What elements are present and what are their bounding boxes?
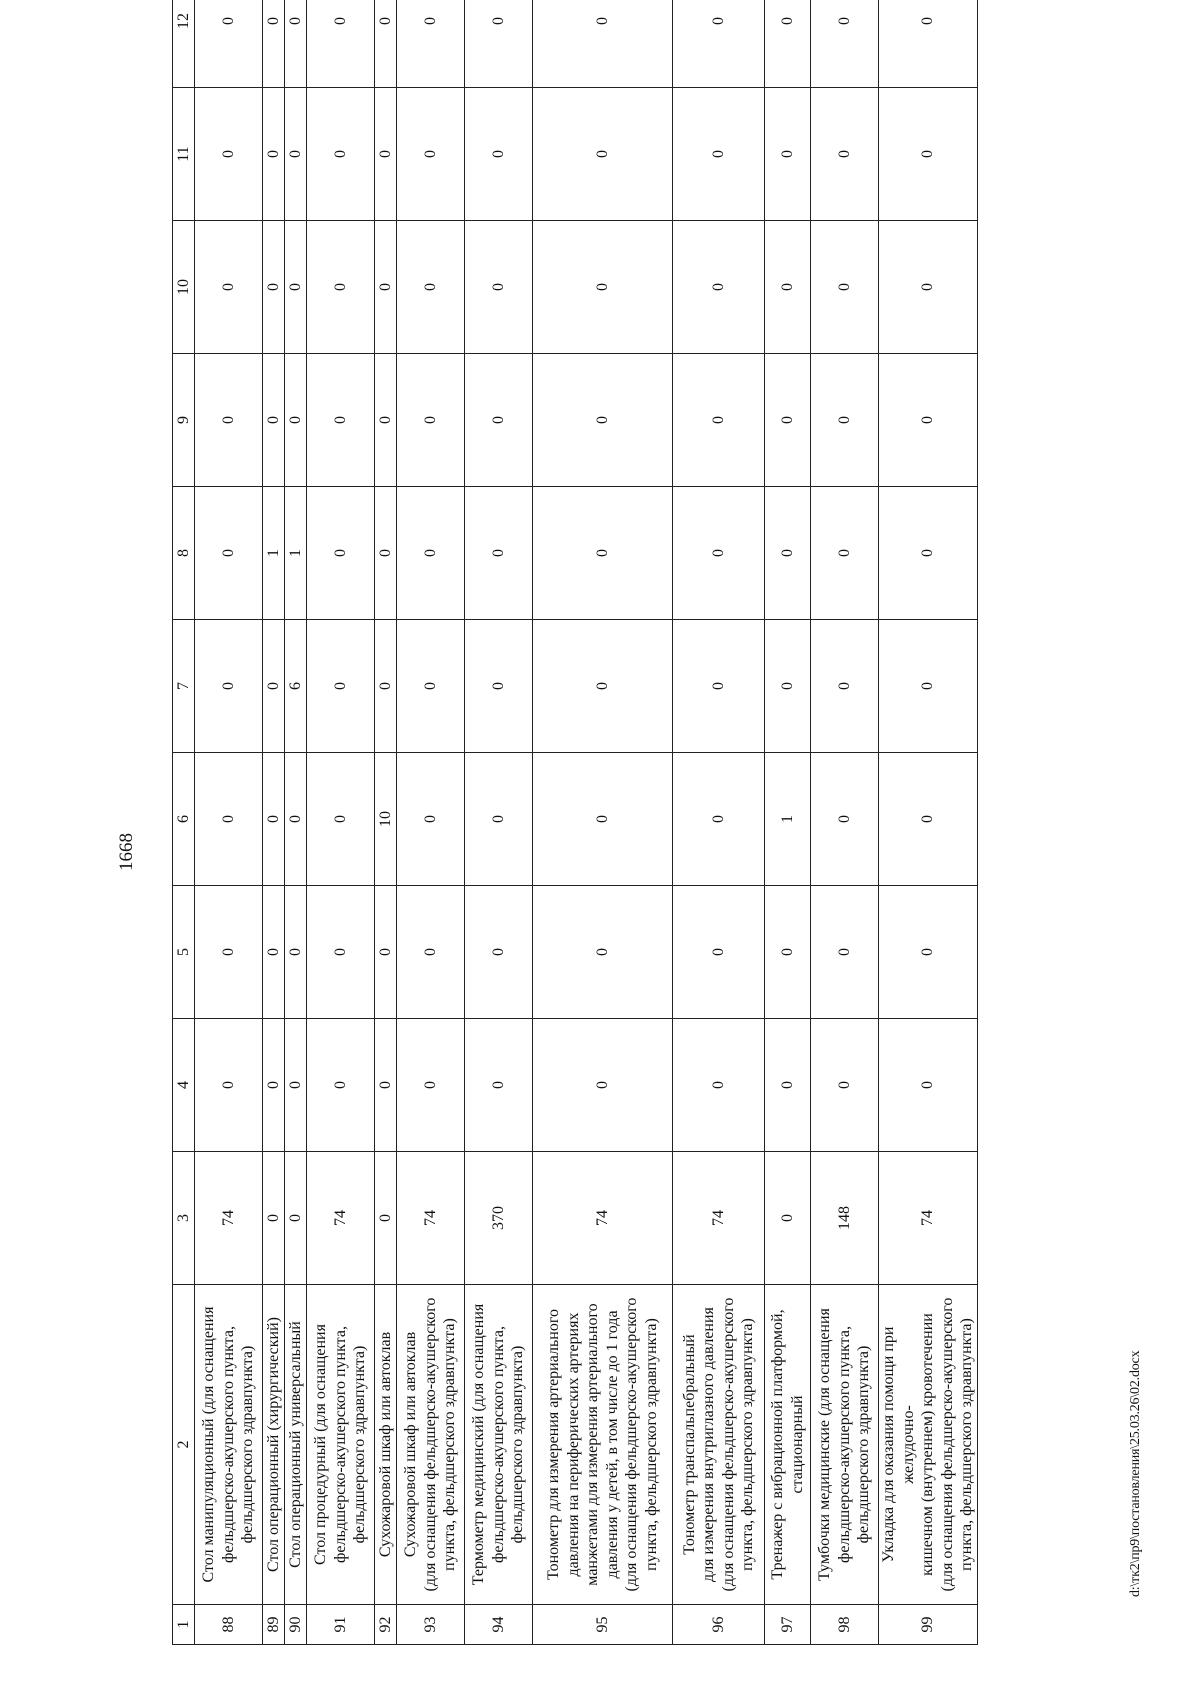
value-cell: 0: [263, 886, 285, 1019]
value-cell: 0: [375, 487, 397, 620]
value-cell: 0: [673, 620, 765, 753]
value-cell: 0: [285, 1019, 307, 1152]
value-cell: 0: [811, 88, 879, 221]
value-cell: 0: [195, 1019, 263, 1152]
value-cell: 0: [673, 221, 765, 354]
value-cell: 0: [673, 1019, 765, 1152]
value-cell: 0: [397, 88, 465, 221]
value-cell: 0: [533, 620, 673, 753]
value-cell: 0: [263, 354, 285, 487]
value-cell: 0: [811, 0, 879, 88]
value-cell: 0: [765, 620, 811, 753]
value-cell: 0: [811, 354, 879, 487]
value-cell: 10: [375, 753, 397, 886]
item-name-cell: Сухожаровой шкаф или автоклав (для оснащения фельдшерско-акушерского пункта, фельдшерского здравпункта): [397, 1285, 465, 1605]
value-cell: 0: [397, 487, 465, 620]
value-cell: 0: [765, 354, 811, 487]
value-cell: 0: [397, 620, 465, 753]
value-cell: 0: [465, 886, 533, 1019]
value-cell: 0: [307, 886, 375, 1019]
value-cell: 0: [263, 620, 285, 753]
value-cell: 0: [263, 221, 285, 354]
value-cell: 0: [879, 1019, 978, 1152]
value-cell: 0: [533, 88, 673, 221]
value-cell: 0: [673, 354, 765, 487]
table-row: [263, 0, 285, 1645]
value-cell: 0: [533, 0, 673, 88]
table-header-row: [173, 0, 195, 1645]
value-cell: 0: [375, 0, 397, 88]
value-cell: 74: [307, 1152, 375, 1285]
value-cell: 0: [811, 221, 879, 354]
value-cell: 0: [397, 886, 465, 1019]
value-cell: 0: [673, 886, 765, 1019]
value-cell: 0: [285, 221, 307, 354]
row-number-cell: 95: [533, 1605, 673, 1645]
value-cell: 0: [263, 0, 285, 88]
header-cell: 6: [173, 753, 195, 886]
value-cell: 0: [263, 1019, 285, 1152]
header-cell: 4: [173, 1019, 195, 1152]
value-cell: 0: [673, 487, 765, 620]
table-row: [879, 0, 978, 1645]
row-number-cell: 91: [307, 1605, 375, 1645]
value-cell: 0: [465, 88, 533, 221]
equipment-table-body: [173, 0, 978, 1645]
value-cell: 0: [465, 1019, 533, 1152]
value-cell: 0: [765, 1152, 811, 1285]
value-cell: 0: [765, 1019, 811, 1152]
value-cell: 0: [397, 1019, 465, 1152]
header-cell: 12: [173, 0, 195, 88]
value-cell: 0: [465, 620, 533, 753]
value-cell: 0: [879, 620, 978, 753]
value-cell: 0: [195, 0, 263, 88]
value-cell: 0: [375, 221, 397, 354]
item-name-cell: Тумбочки медицинские (для оснащения фельдшерско-акушерского пункта, фельдшерского здравпункта): [811, 1285, 879, 1605]
row-number-cell: 89: [263, 1605, 285, 1645]
value-cell: 0: [263, 753, 285, 886]
header-cell: 5: [173, 886, 195, 1019]
row-number-cell: 99: [879, 1605, 978, 1645]
row-number-cell: 97: [765, 1605, 811, 1645]
table-row: [285, 0, 307, 1645]
value-cell: 0: [397, 0, 465, 88]
table-row: [765, 0, 811, 1645]
value-cell: 0: [765, 487, 811, 620]
value-cell: 0: [811, 620, 879, 753]
value-cell: 0: [307, 221, 375, 354]
value-cell: 0: [879, 487, 978, 620]
value-cell: 0: [673, 0, 765, 88]
value-cell: 74: [397, 1152, 465, 1285]
item-name-cell: Укладка для оказания помощи при желудочно- кишечном (внутреннем) кровотечении (для оснащения фельдшерско-акушерского пункта, фельдшерского здравпункта): [879, 1285, 978, 1605]
table-row: [465, 0, 533, 1645]
row-number-cell: 93: [397, 1605, 465, 1645]
value-cell: 0: [285, 354, 307, 487]
value-cell: 0: [195, 221, 263, 354]
item-name-cell: Стол операционный (хирургический): [263, 1285, 285, 1605]
value-cell: 0: [307, 487, 375, 620]
table-row: [307, 0, 375, 1645]
value-cell: 0: [533, 354, 673, 487]
value-cell: 0: [263, 88, 285, 221]
item-name-cell: Тренажер с вибрационной платформой, стационарный: [765, 1285, 811, 1605]
value-cell: 0: [375, 88, 397, 221]
value-cell: 0: [285, 1152, 307, 1285]
value-cell: 0: [765, 221, 811, 354]
value-cell: 0: [465, 753, 533, 886]
table-row: [375, 0, 397, 1645]
header-cell: 1: [173, 1605, 195, 1645]
value-cell: 74: [533, 1152, 673, 1285]
value-cell: 6: [285, 620, 307, 753]
value-cell: 0: [533, 221, 673, 354]
row-number-cell: 94: [465, 1605, 533, 1645]
row-number-cell: 90: [285, 1605, 307, 1645]
value-cell: 0: [673, 753, 765, 886]
value-cell: 0: [195, 620, 263, 753]
value-cell: 370: [465, 1152, 533, 1285]
value-cell: 0: [811, 1019, 879, 1152]
value-cell: 0: [879, 886, 978, 1019]
value-cell: 0: [533, 1019, 673, 1152]
value-cell: 0: [533, 487, 673, 620]
item-name-cell: Термометр медицинский (для оснащения фельдшерско-акушерского пункта, фельдшерского здравпункта): [465, 1285, 533, 1605]
value-cell: 0: [465, 487, 533, 620]
table-row: [195, 0, 263, 1645]
value-cell: 0: [195, 753, 263, 886]
value-cell: 0: [879, 753, 978, 886]
value-cell: 0: [285, 0, 307, 88]
table-row: [811, 0, 879, 1645]
item-name-cell: Стол манипуляционный (для оснащения фельдшерско-акушерского пункта, фельдшерского здравпункта): [195, 1285, 263, 1605]
header-cell: 9: [173, 354, 195, 487]
value-cell: 74: [879, 1152, 978, 1285]
header-cell: 10: [173, 221, 195, 354]
row-number-cell: 96: [673, 1605, 765, 1645]
value-cell: 1: [765, 753, 811, 886]
value-cell: 0: [879, 354, 978, 487]
value-cell: 0: [375, 886, 397, 1019]
value-cell: 74: [195, 1152, 263, 1285]
item-name-cell: Тонометр для измерения артериального давления на периферических артериях манжетами для измерения артериального давления у детей, в том числе до 1 года (для оснащения фельдшерско-акушерского пункта, фельдшерского здравпункта): [533, 1285, 673, 1605]
value-cell: 0: [263, 1152, 285, 1285]
value-cell: 0: [307, 620, 375, 753]
value-cell: 0: [195, 886, 263, 1019]
value-cell: 0: [285, 753, 307, 886]
value-cell: 0: [811, 753, 879, 886]
value-cell: 148: [811, 1152, 879, 1285]
value-cell: 0: [879, 0, 978, 88]
value-cell: 0: [879, 221, 978, 354]
value-cell: 0: [765, 886, 811, 1019]
value-cell: 1: [263, 487, 285, 620]
value-cell: 0: [375, 620, 397, 753]
value-cell: 0: [307, 354, 375, 487]
value-cell: 0: [811, 487, 879, 620]
value-cell: 0: [465, 221, 533, 354]
header-cell: 7: [173, 620, 195, 753]
value-cell: 0: [765, 88, 811, 221]
value-cell: 0: [811, 886, 879, 1019]
value-cell: 0: [465, 0, 533, 88]
item-name-cell: Стол операционный универсальный: [285, 1285, 307, 1605]
item-name-cell: Сухожаровой шкаф или автоклав: [375, 1285, 397, 1605]
value-cell: 0: [375, 1019, 397, 1152]
value-cell: 74: [673, 1152, 765, 1285]
page-number: 1668: [116, 833, 137, 871]
value-cell: 0: [285, 88, 307, 221]
item-name-cell: Тонометр транспальпебральный для измерения внутриглазного давления (для оснащения фельдшерско-акушерского пункта, фельдшерского здравпункта): [673, 1285, 765, 1605]
value-cell: 0: [307, 88, 375, 221]
value-cell: 0: [533, 753, 673, 886]
value-cell: 0: [375, 354, 397, 487]
table-row: [673, 0, 765, 1645]
value-cell: 0: [307, 753, 375, 886]
value-cell: 0: [307, 1019, 375, 1152]
header-cell: 11: [173, 88, 195, 221]
header-cell: 8: [173, 487, 195, 620]
header-cell: 2: [173, 1285, 195, 1605]
equipment-table: [172, 0, 978, 1645]
value-cell: 0: [533, 886, 673, 1019]
value-cell: 0: [195, 354, 263, 487]
header-cell: 3: [173, 1152, 195, 1285]
value-cell: 0: [195, 487, 263, 620]
value-cell: 1: [285, 487, 307, 620]
value-cell: 0: [765, 0, 811, 88]
value-cell: 0: [397, 221, 465, 354]
file-path: d:\тк2\пр9\постановления\25.03.26\02.docx: [1128, 1350, 1143, 1597]
value-cell: 0: [673, 88, 765, 221]
value-cell: 0: [397, 753, 465, 886]
value-cell: 0: [465, 354, 533, 487]
value-cell: 0: [195, 88, 263, 221]
value-cell: 0: [879, 88, 978, 221]
row-number-cell: 98: [811, 1605, 879, 1645]
value-cell: 0: [307, 0, 375, 88]
value-cell: 0: [285, 886, 307, 1019]
table-row: [533, 0, 673, 1645]
row-number-cell: 92: [375, 1605, 397, 1645]
item-name-cell: Стол процедурный (для оснащения фельдшерско-акушерского пункта, фельдшерского здравпункта): [307, 1285, 375, 1605]
table-row: [397, 0, 465, 1645]
row-number-cell: 88: [195, 1605, 263, 1645]
value-cell: 0: [397, 354, 465, 487]
value-cell: 0: [375, 1152, 397, 1285]
